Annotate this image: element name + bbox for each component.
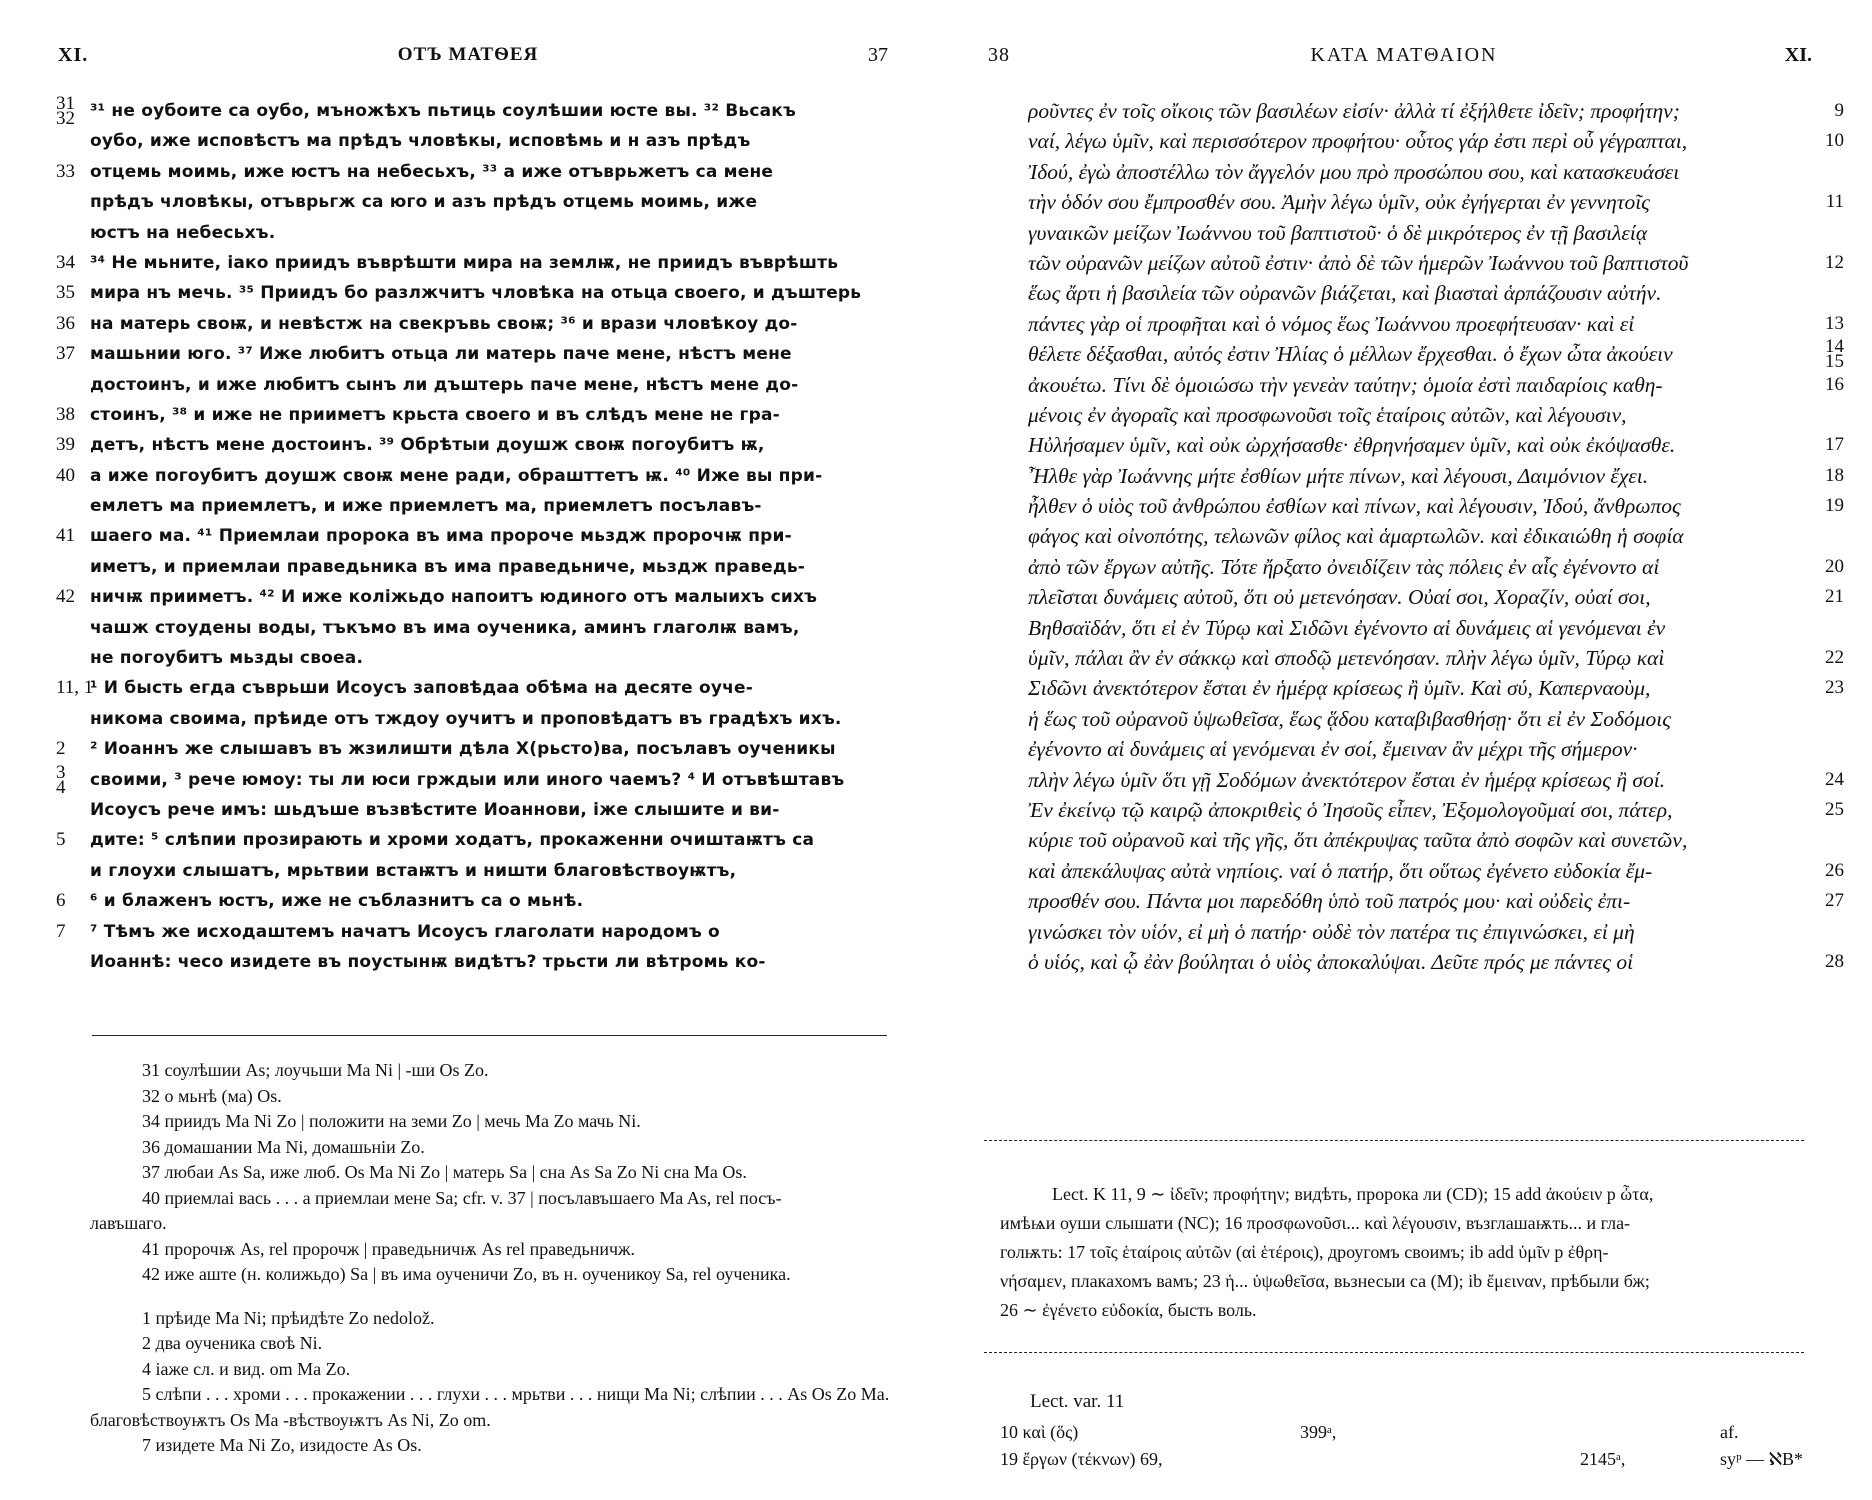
greek-line-text: ἀπὸ τῶν ἔργων αὐτῆς. Τότε ἤρξατο ὀνειδίζειν τὰς πόλεις ἐν αἷς ἐγένοντο αἱ (1028, 554, 1660, 579)
left-running-title: ОТЪ МАТѲЕЯ (397, 44, 539, 65)
verse-number: 27 (1825, 890, 1844, 912)
apparatus-line: 2 два оученика своѣ Ni. (142, 1333, 323, 1353)
apparatus-line: 32 о мьнѣ (ма) Os. (142, 1085, 282, 1106)
text-line (984, 187, 1844, 217)
verse-number: 40 (56, 464, 75, 486)
text-line (984, 613, 1844, 643)
text-line (56, 582, 892, 612)
verse-number: 5 (56, 829, 66, 851)
text-line (56, 126, 892, 156)
church-slavonic-line-text: иметъ, и приемлаи праведьника въ има праведьниче, мьздж праведь- (90, 556, 806, 577)
church-slavonic-line-text: стоинъ, ³⁸ и иже не приимeтъ крьста своего и въ слѣдъ мене не гра- (90, 404, 780, 425)
greek-line-text: ναί, λέγω ὑμῖν, καὶ περισσότερον προφήτου· οὗτος γάρ ἐστι περὶ οὗ γέγραπται, (1028, 129, 1688, 154)
greek-line-text: τὴν ὁδόν σου ἔμπροσθέν σου. Ἀμὴν λέγω ὑμῖν, οὐκ ἐγήγερται ἐν γεννητοῖς (1028, 190, 1650, 215)
church-slavonic-line-text: достоинъ, и иже любитъ сынъ ли дъштерь паче мене, нѣстъ мене до- (90, 374, 799, 395)
church-slavonic-line-text: ⁷ Тѣмъ же исходаштемъ начатъ Исоусъ глаголати народомъ о (90, 921, 720, 942)
apparatus-line: 4 іаже сл. и вид. om Ma Zo. (142, 1358, 351, 1379)
church-slavonic-line-text: емлетъ ма приемлетъ, и иже приемлетъ ма, приемлетъ посълавъ- (90, 496, 762, 517)
lect-var-cell: af. (1720, 1422, 1739, 1442)
greek-line-text: Ἦλθε γὰρ Ἰωάννης μήτε ἐσθίων μήτε πίνων, καὶ λέγουσι, Δαιμόνιον ἔχει. (1028, 463, 1649, 488)
greek-line-text: ὑμῖν, πάλαι ἂν ἐν σάκκῳ καὶ σποδῷ μετενόησαν. πλὴν λέγω ὑμῖν, Τύρῳ καὶ (1028, 646, 1665, 671)
verse-number: 3 4 (56, 761, 66, 798)
text-line (56, 917, 892, 947)
text-line (984, 552, 1844, 582)
verse-number: 6 (56, 890, 66, 912)
greek-line-text: καὶ ἀπεκάλυψας αὐτὰ νηπίοις. ναί ὁ πατήρ, ὅτι οὕτως ἐγένετο εὐδοκία ἔμ- (1028, 858, 1653, 883)
text-line (984, 491, 1844, 521)
greek-line-text: προσθέν σου. Πάντα μοι παρεδόθη ὑπὸ τοῦ πατρός μου· καὶ οὐδεὶς ἐπι- (1028, 889, 1631, 914)
text-line (56, 673, 892, 703)
verse-number: 12 (1825, 251, 1844, 273)
text-line (56, 430, 892, 460)
lect-var-cell: 19 ἔργων (τέκνων) 69, (1000, 1449, 1163, 1469)
apparatus-line: благовѣствоуѭтъ Os Ma -вѣствоуѭтъ As Ni, Zo om. (90, 1409, 491, 1430)
text-line (984, 643, 1844, 673)
text-line (56, 278, 892, 308)
text-line (984, 309, 1844, 339)
church-slavonic-line-text: Исоусъ рече имъ: шьдъше възвѣстите Иоаннови, іже слышите и ви- (90, 799, 780, 820)
apparatus-line: Lect. K 11, 9 ∼ ἰδεῖν; προφήτην; видѣть, пророка ли (CD); 15 add ἀκούειν p ὦτα, (1052, 1184, 1654, 1204)
text-line (984, 96, 1844, 126)
greek-line-text: Σιδῶνι ἀνεκτότερον ἔσται ἐν ἡμέρᾳ κρίσεως ἢ ὑμῖν. Καὶ σύ, Καπερναοὺμ, (1028, 676, 1651, 701)
text-line (984, 157, 1844, 187)
apparatus-line: 40 приемлаі вась . . . а приемлаи мене Sa; cfr. v. 37 | посълавъшаего Ma As, rel посъ- (142, 1187, 782, 1208)
text-line (984, 521, 1844, 551)
text-line (984, 126, 1844, 156)
verse-number: 34 (56, 251, 75, 273)
lectionary-variants (1000, 1385, 1820, 1473)
verse-number: 14 15 (1825, 336, 1844, 373)
text-line (56, 248, 892, 278)
church-slavonic-line-text: оубо, иже исповѣстъ ма прѣдъ чловѣкы, исповѣмь и н азъ прѣдъ (90, 131, 751, 152)
apparatus-line: 36 домашании Ma Ni, домашьніи Zo. (142, 1136, 425, 1157)
right-main-text (984, 96, 1844, 977)
text-line (984, 430, 1844, 460)
apparatus-line: 34 приидъ Ma Ni Zo | положити на земи Zo | мечь Ma Zo мачь Ni. (142, 1111, 641, 1131)
text-line (56, 309, 892, 339)
verse-number: 21 (1825, 586, 1844, 608)
verse-number: 22 (1825, 647, 1844, 669)
text-line (984, 886, 1844, 916)
church-slavonic-line-text: ⁶ и блаженъ юстъ, иже не съблазнитъ са о мьнѣ. (90, 891, 584, 912)
text-line (56, 187, 892, 217)
verse-number: 17 (1825, 434, 1844, 456)
greek-line-text: ἦλθεν ὁ υἱὸς τοῦ ἀνθρώπου ἐσθίων καὶ πίνων, καὶ λέγουσιν, Ἰδού, ἄνθρωπος (1028, 494, 1681, 519)
left-main-text (56, 93, 892, 977)
text-line (56, 461, 892, 491)
greek-line-text: θέλετε δέξασθαι, αὐτός ἐστιν Ἠλίας ὁ μέλλων ἔρχεσθαι. ὁ ἔχων ὦτα ἀκούειν (1028, 342, 1673, 367)
verse-number: 28 (1825, 950, 1844, 972)
greek-line-text: ἕως ἄρτι ἡ βασιλεία τῶν οὐρανῶν βιάζεται, καὶ βιασταὶ ἁρπάζουσιν αὐτήν. (1028, 281, 1662, 306)
apparatus-line: 41 пророчѭ As, rel пророчж | праведьничѭ As rel праведьничж. (142, 1238, 635, 1259)
apparatus-line: имѣѩи оуши слышати (NC); 16 προσφωνοῦσι... καὶ λέγουσιν, възглашаѭть... и гла- (1000, 1213, 1631, 1233)
text-line (56, 947, 892, 977)
apparatus-line: 31 соулѣшии As; лоучьши Ma Ni | -ши Os Zo. (142, 1060, 489, 1080)
greek-line-text: ἡ ἕως τοῦ οὐρανοῦ ὑψωθεῖσα, ἕως ᾅδου καταβιβασθήσῃ· ὅτι εἰ ἐν Σοδόμοις (1028, 706, 1671, 731)
church-slavonic-line-text: чашж стоудены воды, тъкъмо въ има оученика, аминъ глаголѭ вамъ, (90, 617, 800, 638)
greek-line-text: Ἰδού, ἐγὼ ἀποστέλλω τὸν ἄγγελόν μου πρὸ προσώπου σου, καὶ κατασκευάσει (1028, 159, 1680, 184)
greek-line-text: ἀκουέτω. Τίνι δὲ ὁμοιώσω τὴν γενεὰν ταύτην; ὁμοία ἐστὶ παιδαρίοις καθη- (1028, 372, 1663, 397)
church-slavonic-line-text: машьнии юго. ³⁷ Иже любитъ отьца ли матерь паче мене, нѣстъ мене (90, 344, 792, 365)
greek-line-text: γυναικῶν μείζων Ἰωάννου τοῦ βαπτιστοῦ· ὁ δὲ μικρότερος ἐν τῇ βασιλείᾳ (1028, 220, 1648, 245)
text-line (56, 521, 892, 551)
greek-line-text: ἐγένοντο αἱ δυνάμεις αἱ γενόμεναι ἐν σοί, ἔμειναν ἂν μέχρι τῆς σήμερον· (1028, 737, 1638, 762)
text-line (984, 704, 1844, 734)
text-line (56, 795, 892, 825)
verse-number: 9 (1834, 100, 1844, 121)
left-page-number: 37 (868, 44, 888, 66)
apparatus-line: 1 прѣиде Ma Ni; прѣидѣте Zo nedolož. (142, 1307, 435, 1328)
verse-number: 7 (56, 920, 66, 942)
verse-number: 39 (56, 434, 75, 456)
verse-number: 35 (56, 282, 75, 304)
text-line (984, 947, 1844, 977)
text-line (56, 400, 892, 430)
verse-number: 25 (1825, 798, 1844, 820)
church-slavonic-line-text: своими, ³ рече юмоу: ты ли юси грждыи или иного чаемъ? ⁴ И отъвѣштавъ (90, 769, 845, 790)
text-line (984, 218, 1844, 248)
lect-var-title: Lect. var. 11 (1030, 1391, 1125, 1412)
text-line (984, 400, 1844, 430)
lect-var-row (1000, 1446, 1820, 1473)
church-slavonic-line-text: юстъ на небесьхъ. (90, 222, 276, 243)
lect-var-cell: 10 καὶ (ὅς) (1000, 1422, 1079, 1442)
verse-number: 24 (1825, 768, 1844, 790)
church-slavonic-line-text: никома своима, прѣиде отъ тждоу оучитъ и проповѣдатъ въ градѣхъ ихъ. (90, 708, 842, 729)
verse-number: 11, 1 (56, 677, 94, 699)
church-slavonic-line-text: ³¹ не оубоите са оубо, мъножѣхъ пьтиць соулѣшии юсте вы. ³² Вьсакъ (90, 101, 796, 121)
text-line (56, 886, 892, 916)
verse-number: 2 (56, 738, 66, 760)
text-line (56, 218, 892, 248)
verse-number: 33 (56, 160, 75, 182)
text-line (56, 370, 892, 400)
greek-line-text: Ηὐλήσαμεν ὑμῖν, καὶ οὐκ ὠρχήσασθε· ἐθρηνήσαμεν ὑμῖν, καὶ οὐκ ἐκόψασθε. (1028, 433, 1676, 458)
text-line (984, 917, 1844, 947)
church-slavonic-line-text: а иже погоубитъ доушж своѭ мене ради, обрашттетъ ѭ. ⁴⁰ Иже вы при- (90, 465, 823, 486)
church-slavonic-line-text: отцемь моимь, иже юстъ на небесьхъ, ³³ а иже отъврьжетъ са мене (90, 161, 774, 182)
church-slavonic-line-text: Иоаннѣ: чесо изидете въ поустынѭ видѣтъ? трьсти ли вѣтромь ко- (90, 951, 766, 972)
apparatus-line: 37 любаи As Sa, иже люб. Os Ma Ni Zo | матерь Sa | сна As Sa Zo Ni сна Ma Os. (142, 1162, 747, 1182)
greek-line-text: πλεῖσται δυνάμεις αὐτοῦ, ὅτι οὐ μετενόησαν. Οὐαί σοι, Χοραζίν, οὐαί σοι, (1028, 585, 1651, 610)
text-line (984, 582, 1844, 612)
text-line (984, 765, 1844, 795)
greek-line-text: τῶν οὐρανῶν μείζων αὐτοῦ ἐστιν· ἀπὸ δὲ τῶν ἡμερῶν Ἰωάννου τοῦ βαπτιστοῦ (1028, 250, 1689, 275)
verse-number: 19 (1825, 495, 1844, 517)
verse-number: 36 (56, 312, 75, 334)
greek-line-text: φάγος καὶ οἰνοπότης, τελωνῶν φίλος καὶ ἁμαρτωλῶν. καὶ ἐδικαιώθη ἡ σοφία (1028, 524, 1684, 549)
church-slavonic-line-text: детъ, нѣстъ мене достоинъ. ³⁹ Обрѣтыи доушж своѭ погоубитъ ѭ, (90, 435, 765, 456)
verse-number: 10 (1825, 130, 1844, 152)
lect-var-rows (1000, 1419, 1820, 1473)
text-line (56, 491, 892, 521)
church-slavonic-line-text: ничѭ приимeтъ. ⁴² И иже коліжьдо напоитъ юдиного отъ малыихъ сихъ (90, 587, 818, 608)
lect-var-cell: syᵖ — ℵB* (1720, 1449, 1804, 1469)
verse-number: 11 (1825, 191, 1844, 213)
text-line (56, 552, 892, 582)
greek-line-text: πλὴν λέγω ὑμῖν ὅτι γῇ Σοδόμων ἀνεκτότερον ἔσται ἐν ἡμέρᾳ κρίσεως ἢ σοί. (1028, 767, 1666, 792)
verse-number: 37 (56, 343, 75, 365)
text-line (984, 336, 1844, 373)
text-line (984, 795, 1844, 825)
right-chapter-number: XI. (1784, 44, 1812, 66)
verse-number: 42 (56, 586, 75, 608)
apparatus-line: 42 иже аште (н. колижьдо) Sa | въ има оученичи Zo, въ н. оученикоу Sa, rel оученика. (142, 1264, 791, 1284)
church-slavonic-line-text: ² Иоаннъ же слышавъ въ жзилишти дѣла Х(рьсто)ва, посълавъ оученикы (90, 739, 836, 760)
text-line (56, 643, 892, 673)
right-footnote-rule-lower (984, 1352, 1804, 1353)
left-critical-apparatus (90, 1058, 890, 1459)
text-line (56, 704, 892, 734)
apparatus-line: 26 ∼ ἐγένετο εὐδοκία, бысть воль. (1000, 1300, 1257, 1320)
apparatus-gap (90, 1288, 890, 1306)
text-line (56, 856, 892, 886)
text-line (984, 673, 1844, 703)
text-line (984, 856, 1844, 886)
verse-number: 20 (1825, 555, 1844, 577)
church-slavonic-line-text: не погоубитъ мьзды своеа. (90, 648, 364, 669)
lect-var-row (1000, 1419, 1820, 1446)
text-line (56, 761, 892, 798)
text-line (984, 825, 1844, 855)
church-slavonic-line-text: и глоухи слышатъ, мрьтвии встаѭтъ и ништи благовѣствоуѭтъ, (90, 860, 737, 881)
left-footnote-rule (92, 1035, 887, 1036)
verse-number: 41 (56, 525, 75, 547)
greek-line-text: Βηθσαϊδάν, ὅτι εἰ ἐν Τύρῳ καὶ Σιδῶνι ἐγένοντο αἱ δυνάμεις αἱ γενόμεναι ἐν (1028, 615, 1666, 640)
apparatus-line: лавъшаго. (90, 1213, 167, 1233)
right-page-number: 38 (988, 44, 1010, 66)
greek-line-text: μένοις ἐν ἀγοραῖς καὶ προσφωνοῦσι τοῖς ἑταίροις αὐτῶν, καὶ λέγουσιν, (1028, 402, 1627, 427)
greek-line-text: ροῦντες ἐν τοῖς οἴκοις τῶν βασιλέων εἰσίν· ἀλλὰ τί ἐξήλθετε ἰδεῖν; προφήτην; (1028, 99, 1680, 123)
greek-line-text: γινώσκει τὸν υἱόν, εἰ μὴ ὁ πατήρ· οὐδὲ τὸν πατέρα τις ἐπιγινώσκει, εἰ μὴ (1028, 919, 1635, 944)
apparatus-line: 5 слѣпи . . . хроми . . . прокажении . . . глухи . . . мрьтви . . . нищи Ma Ni; слѣпии . . . As Os Zo Ma. (142, 1384, 890, 1404)
verse-number: 26 (1825, 859, 1844, 881)
verse-number: 18 (1825, 464, 1844, 486)
verse-number: 16 (1825, 373, 1844, 395)
church-slavonic-line-text: мира нъ мечь. ³⁵ Приидъ бо разлжчитъ чловѣка на отьца своего, и дъштерь (90, 283, 862, 304)
verse-number: 23 (1825, 677, 1844, 699)
greek-line-text: πάντες γὰρ οἱ προφῆται καὶ ὁ νόμος ἕως Ἰωάννου προεφήτευσαν· καὶ εἰ (1028, 311, 1635, 336)
apparatus-line: голѭть: 17 τοῖς ἑταίροις αὐτῶν (αἱ ἑτέροις), дроугомъ своимъ; ib add ὑμῖν p ἐθρη- (1000, 1242, 1609, 1262)
church-slavonic-line-text: дите: ⁵ слѣпии прозирають и хроми ходатъ, прокаженни очиштаѭтъ са (90, 830, 815, 851)
lect-var-cell: 2145ᵃ, (1580, 1449, 1626, 1469)
church-slavonic-line-text: ¹ И бысть егда съврьши Исоусъ заповѣдаа обѣма на десяте оуче- (90, 678, 754, 699)
right-lectionary-apparatus (1000, 1180, 1800, 1325)
left-chapter-number: XI. (58, 44, 89, 66)
greek-line-text: κύριε τοῦ οὐρανοῦ καὶ τῆς γῆς, ὅτι ἀπέκρυψας ταῦτα ἀπὸ σοφῶν καὶ συνετῶν, (1028, 828, 1688, 853)
greek-line-text: Ἐν ἐκείνῳ τῷ καιρῷ ἀποκριθεὶς ὁ Ἰησοῦς εἶπεν, Ἐξομολογοῦμαί σοι, πάτερ, (1028, 797, 1673, 822)
church-slavonic-line-text: прѣдъ чловѣкы, отъврьгж са юго и азъ прѣдъ отцемь моимь, иже (90, 192, 758, 213)
verse-number: 38 (56, 403, 75, 425)
church-slavonic-line-text: шаего ма. ⁴¹ Приемлаи пророка въ има пророче мьздж пророчѭ при- (90, 526, 792, 547)
text-line (56, 157, 892, 187)
verse-number: 13 (1825, 312, 1844, 334)
text-line (56, 734, 892, 764)
text-line (984, 370, 1844, 400)
apparatus-line: 7 изидете Ma Ni Zo, изидосте As Os. (142, 1435, 422, 1455)
text-line (984, 461, 1844, 491)
verse-number: 31 32 (56, 93, 75, 129)
text-line (984, 734, 1844, 764)
text-line (984, 278, 1844, 308)
text-line (984, 248, 1844, 278)
text-line (56, 825, 892, 855)
text-line (56, 339, 892, 369)
text-line (56, 613, 892, 643)
church-slavonic-line-text: ³⁴ Не мьните, іако приидъ въврѣшти мира на землѭ, не приидъ въврѣшть (90, 252, 839, 273)
apparatus-line: νήσαμεν, плакахомъ вамъ; 23 ἡ... ὑψωθεῖσα, вьзнесыи са (M); ib ἔμειναν, прѣбыли бж; (1000, 1271, 1650, 1291)
text-line (56, 93, 892, 129)
greek-line-text: ὁ υἱός, καὶ ᾧ ἐὰν βούληται ὁ υἱὸς ἀποκαλύψαι. Δεῦτε πρός με πάντες οἱ (1028, 949, 1634, 974)
right-running-title: ΚΑΤΑ ΜΑΤΘΑΙΟΝ (1310, 44, 1498, 66)
church-slavonic-line-text: на матерь своѭ, и невѣстж на свекръвь своѭ; ³⁶ и врази чловѣкоу до- (90, 313, 798, 334)
lect-var-cell: 399ᵃ, (1300, 1422, 1337, 1442)
right-footnote-rule-upper (984, 1140, 1804, 1141)
